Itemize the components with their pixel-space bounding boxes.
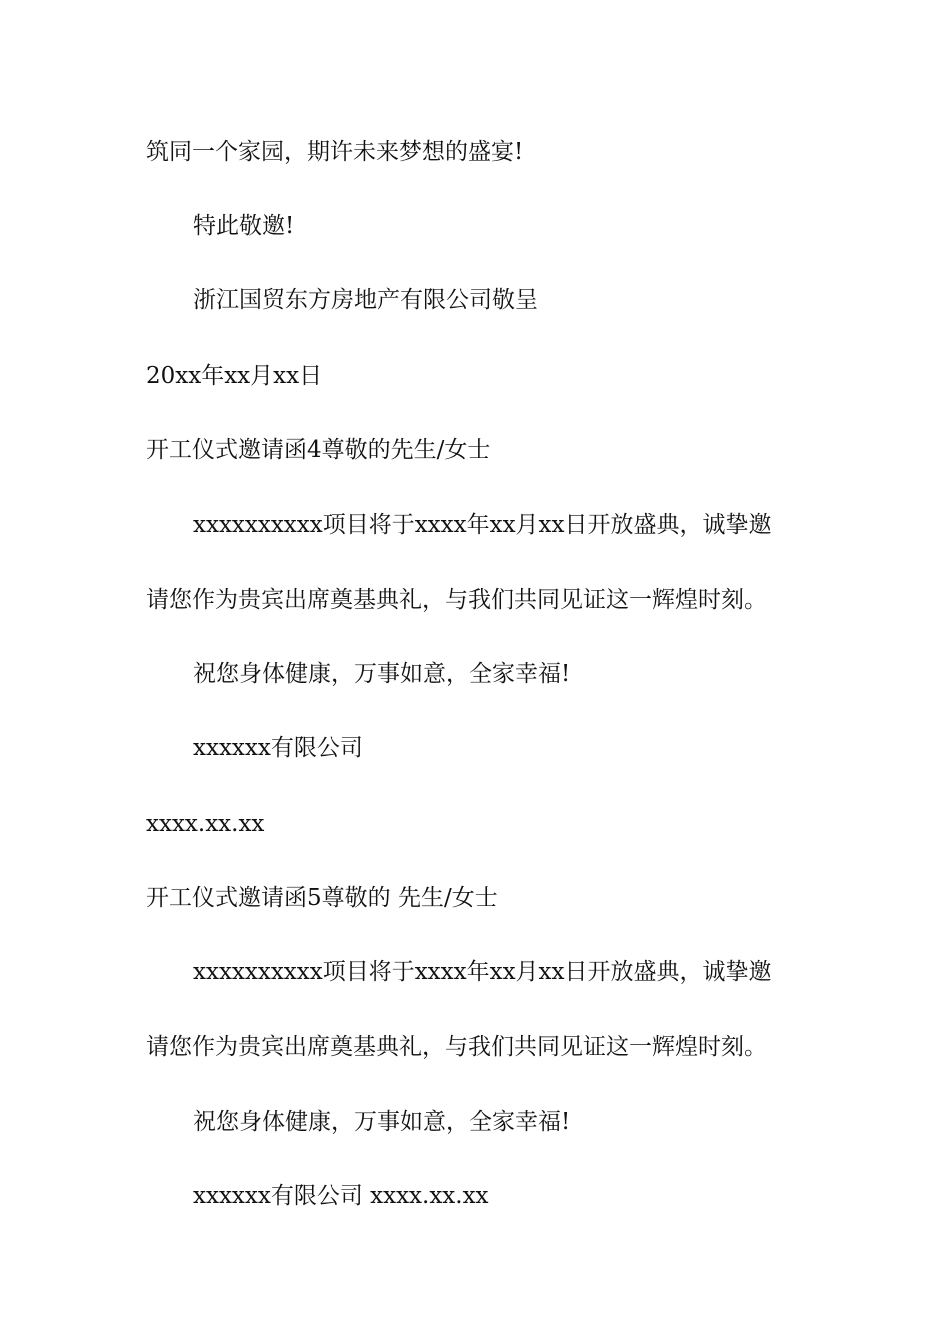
text-line: 特此敬邀! [193,213,295,239]
company-date-line: xxxxxx有限公司 xxxx.xx.xx [193,1183,489,1209]
text-line: xxxxxxxxxx项目将于xxxx年xx月xx日开放盛典，诚挚邀 [193,959,772,985]
text-line: 请您作为贵宾出席奠基典礼，与我们共同见证这一辉煌时刻。 [146,587,767,613]
date-line: 20xx年xx月xx日 [146,363,323,389]
text-line: 祝您身体健康，万事如意，全家幸福! [193,661,571,687]
heading-line: 开工仪式邀请函5尊敬的 先生/女士 [146,885,498,911]
company-line: xxxxxx有限公司 [193,735,363,761]
text-line: xxxxxxxxxx项目将于xxxx年xx月xx日开放盛典，诚挚邀 [193,512,772,538]
heading-line: 开工仪式邀请函4尊敬的先生/女士 [146,437,491,463]
date-line: xxxx.xx.xx [146,811,265,837]
text-line: 祝您身体健康，万事如意，全家幸福! [193,1109,571,1135]
text-line: 浙江国贸东方房地产有限公司敬呈 [193,287,538,313]
text-line: 筑同一个家园，期许未来梦想的盛宴! [146,139,524,165]
text-line: 请您作为贵宾出席奠基典礼，与我们共同见证这一辉煌时刻。 [146,1034,767,1060]
